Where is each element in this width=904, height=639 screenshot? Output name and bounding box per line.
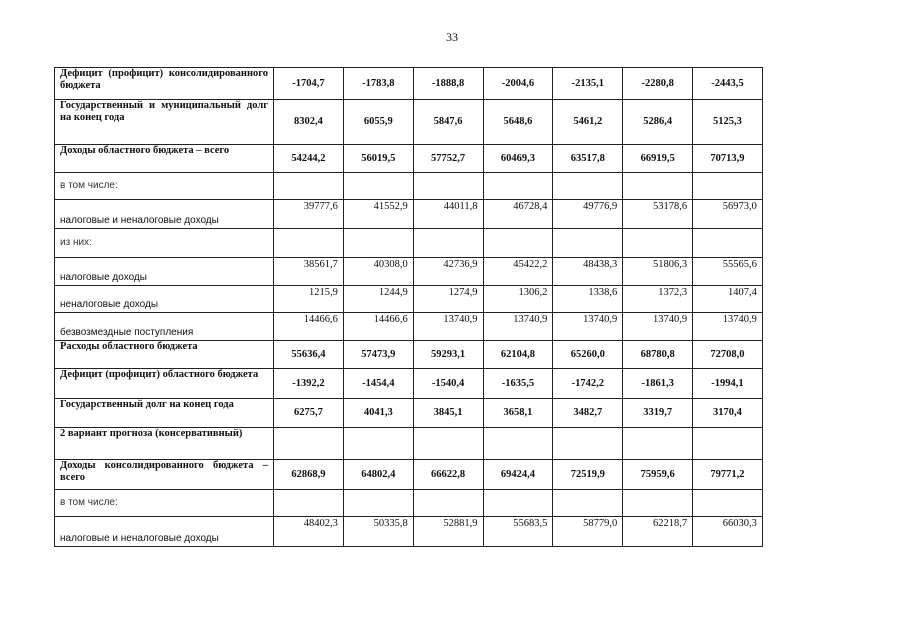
- table-cell: 14466,6: [343, 313, 413, 341]
- row-label: налоговые и неналоговые доходы: [55, 517, 274, 547]
- table-cell: [413, 173, 483, 200]
- table-cell: [483, 229, 553, 258]
- table-cell: [553, 229, 623, 258]
- row-label: налоговые и неналоговые доходы: [55, 200, 274, 229]
- row-label: Государственный и муниципальный долг на конец года: [55, 100, 274, 145]
- row-label: в том числе:: [55, 490, 274, 517]
- table-cell: [413, 490, 483, 517]
- table-cell: 6275,7: [274, 399, 344, 428]
- table-cell: [553, 428, 623, 460]
- table-cell: 6055,9: [343, 100, 413, 145]
- row-label: Расходы областного бюджета: [55, 341, 274, 369]
- table-cell: 5648,6: [483, 100, 553, 145]
- table-row: [55, 258, 763, 286]
- table-cell: [623, 490, 693, 517]
- table-cell: 64802,4: [343, 460, 413, 490]
- table-cell: 51806,3: [623, 258, 693, 286]
- table-cell: 48402,3: [274, 517, 344, 547]
- table-cell: -1994,1: [693, 369, 763, 399]
- table-cell: -2280,8: [623, 68, 693, 100]
- table-row: [55, 490, 763, 517]
- table-cell: 42736,9: [413, 258, 483, 286]
- table-cell: 62104,8: [483, 341, 553, 369]
- table-row: [55, 517, 763, 547]
- table-row: [55, 460, 763, 490]
- table-cell: -2004,6: [483, 68, 553, 100]
- table-row: [55, 173, 763, 200]
- table-row: [55, 313, 763, 341]
- table-cell: 41552,9: [343, 200, 413, 229]
- table-cell: 45422,2: [483, 258, 553, 286]
- table-cell: [343, 173, 413, 200]
- table-cell: [413, 428, 483, 460]
- table-cell: 59293,1: [413, 341, 483, 369]
- table-cell: 46728,4: [483, 200, 553, 229]
- table-cell: 13740,9: [693, 313, 763, 341]
- table-cell: 1372,3: [623, 286, 693, 313]
- budget-table: [54, 67, 763, 547]
- table-cell: -1861,3: [623, 369, 693, 399]
- row-label: Дефицит (профицит) консолидированного бюджета: [55, 68, 274, 100]
- table-row: [55, 100, 763, 145]
- table-cell: 4041,3: [343, 399, 413, 428]
- table-cell: 3319,7: [623, 399, 693, 428]
- table-cell: 5125,3: [693, 100, 763, 145]
- table-cell: 69424,4: [483, 460, 553, 490]
- row-label: Доходы областного бюджета – всего: [55, 145, 274, 173]
- row-label: в том числе:: [55, 173, 274, 200]
- table-cell: [413, 229, 483, 258]
- table-row: [55, 229, 763, 258]
- table-cell: -1783,8: [343, 68, 413, 100]
- table-row: [55, 369, 763, 399]
- table-cell: -2443,5: [693, 68, 763, 100]
- table-cell: 57752,7: [413, 145, 483, 173]
- table-cell: [623, 173, 693, 200]
- table-cell: [553, 490, 623, 517]
- table-cell: [343, 229, 413, 258]
- table-cell: 14466,6: [274, 313, 344, 341]
- table-cell: 1407,4: [693, 286, 763, 313]
- table-row: [55, 399, 763, 428]
- table-cell: 55683,5: [483, 517, 553, 547]
- table-cell: [274, 229, 344, 258]
- row-label: налоговые доходы: [55, 258, 274, 286]
- table-cell: 55565,6: [693, 258, 763, 286]
- table-cell: [483, 428, 553, 460]
- table-cell: 72519,9: [553, 460, 623, 490]
- table-cell: 8302,4: [274, 100, 344, 145]
- table-cell: 3658,1: [483, 399, 553, 428]
- table-cell: [623, 229, 693, 258]
- table-cell: 66030,3: [693, 517, 763, 547]
- table-cell: 66919,5: [623, 145, 693, 173]
- table-cell: [274, 428, 344, 460]
- table-cell: -1392,2: [274, 369, 344, 399]
- row-label: Государственный долг на конец года: [55, 399, 274, 428]
- table-cell: 62868,9: [274, 460, 344, 490]
- table-row: [55, 286, 763, 313]
- table-cell: 56973,0: [693, 200, 763, 229]
- table-cell: 55636,4: [274, 341, 344, 369]
- table-cell: 38561,7: [274, 258, 344, 286]
- table-cell: -1540,4: [413, 369, 483, 399]
- table-row: [55, 68, 763, 100]
- table-cell: 40308,0: [343, 258, 413, 286]
- table-cell: 1306,2: [483, 286, 553, 313]
- table-cell: [274, 173, 344, 200]
- table-cell: 3170,4: [693, 399, 763, 428]
- table-cell: 50335,8: [343, 517, 413, 547]
- table-cell: 63517,8: [553, 145, 623, 173]
- table-cell: 57473,9: [343, 341, 413, 369]
- page-number: 33: [446, 30, 458, 44]
- table-cell: [693, 428, 763, 460]
- table-cell: 13740,9: [553, 313, 623, 341]
- table-cell: [274, 490, 344, 517]
- table-cell: [553, 173, 623, 200]
- table-cell: 13740,9: [483, 313, 553, 341]
- table-cell: 3482,7: [553, 399, 623, 428]
- budget-table-body: [55, 68, 763, 547]
- table-cell: 53178,6: [623, 200, 693, 229]
- table-cell: 49776,9: [553, 200, 623, 229]
- table-cell: -1888,8: [413, 68, 483, 100]
- table-cell: 52881,9: [413, 517, 483, 547]
- table-cell: -1742,2: [553, 369, 623, 399]
- table-cell: 72708,0: [693, 341, 763, 369]
- table-cell: 65260,0: [553, 341, 623, 369]
- table-cell: 3845,1: [413, 399, 483, 428]
- table-cell: -2135,1: [553, 68, 623, 100]
- table-cell: 1274,9: [413, 286, 483, 313]
- table-row: [55, 428, 763, 460]
- table-row: [55, 200, 763, 229]
- table-cell: 70713,9: [693, 145, 763, 173]
- row-label: из них:: [55, 229, 274, 258]
- table-cell: [693, 173, 763, 200]
- table-cell: 56019,5: [343, 145, 413, 173]
- table-cell: 1215,9: [274, 286, 344, 313]
- table-cell: [693, 490, 763, 517]
- table-cell: 62218,7: [623, 517, 693, 547]
- table-cell: 68780,8: [623, 341, 693, 369]
- table-row: [55, 341, 763, 369]
- table-cell: [483, 490, 553, 517]
- table-cell: -1704,7: [274, 68, 344, 100]
- table-cell: 79771,2: [693, 460, 763, 490]
- row-label: безвозмездные поступления: [55, 313, 274, 341]
- table-cell: -1454,4: [343, 369, 413, 399]
- row-label: 2 вариант прогноза (консервативный): [55, 428, 274, 460]
- table-cell: 1338,6: [553, 286, 623, 313]
- table-cell: 58779,0: [553, 517, 623, 547]
- table-cell: 39777,6: [274, 200, 344, 229]
- table-cell: -1635,5: [483, 369, 553, 399]
- row-label: неналоговые доходы: [55, 286, 274, 313]
- table-cell: 66622,8: [413, 460, 483, 490]
- table-cell: 5847,6: [413, 100, 483, 145]
- table-cell: 44011,8: [413, 200, 483, 229]
- table-cell: [343, 490, 413, 517]
- row-label: Дефицит (профицит) областного бюджета: [55, 369, 274, 399]
- row-label: Доходы консолидированного бюджета – всего: [55, 460, 274, 490]
- table-cell: 60469,3: [483, 145, 553, 173]
- table-cell: 75959,6: [623, 460, 693, 490]
- table-cell: 5461,2: [553, 100, 623, 145]
- table-cell: 13740,9: [623, 313, 693, 341]
- table-cell: 54244,2: [274, 145, 344, 173]
- table-cell: [343, 428, 413, 460]
- table-cell: [623, 428, 693, 460]
- table-cell: 5286,4: [623, 100, 693, 145]
- table-cell: 1244,9: [343, 286, 413, 313]
- table-cell: [693, 229, 763, 258]
- table-cell: 13740,9: [413, 313, 483, 341]
- table-cell: 48438,3: [553, 258, 623, 286]
- table-cell: [483, 173, 553, 200]
- table-row: [55, 145, 763, 173]
